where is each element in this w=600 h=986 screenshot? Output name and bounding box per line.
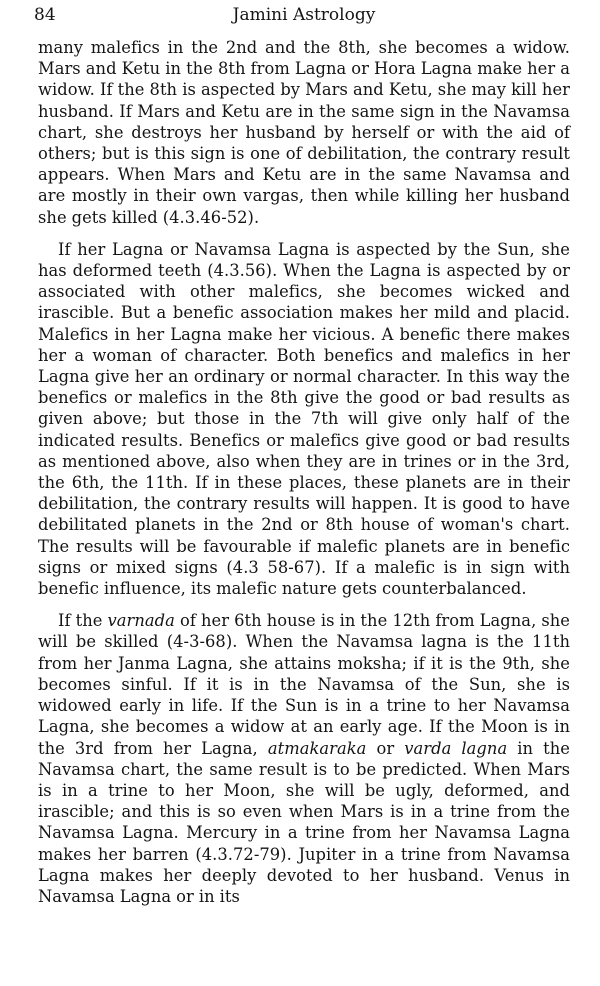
paragraph-2: If her Lagna or Navamsa Lagna is aspected by the Sun, she has deformed teeth (4.3.56). When the Lagna is aspected by or associated with other malefics, she becomes wicked and irascible. But a benefic association makes her mild and placid. Malefics in her Lagna make her vicious. A benefic there makes her a woman of character. Both benefics and malefics in her Lagna give her an ordinary or normal character. In this way the benefics or malefics in the 8th give the good or bad results as given above; but those in the 7th will give only half of the indicated results. Benefics or malefics give good or bad results as mentioned above, also when they are in trines or in the 3rd, the 6th, the 11th. If in these places, these planets are in their debilitation, the contrary results will happen. It is good to have debilitated planets in the 2nd or 8th house of woman's chart. The results will be favourable if malefic planets are in benefic signs or mixed signs (4.3 58-67). If a malefic is in sign with benefic influence, its malefic nature gets counterbalanced. <box>38 239 570 599</box>
paragraph-3-segment: in the Navamsa chart, the same result is to be predicted. When Mars is in a trine to her Moon, she will be ugly, deformed, and irascible; and this is so even when Mars is in a trine from the Navamsa Lagna. Mercury in a trine from her Navamsa Lagna makes her barren (4.3.72-79). Jupiter in a trine from Navamsa Lagna makes her deeply devoted to her husband. Venus in Navamsa Lagna or in its <box>38 738 570 906</box>
paragraph-1: many malefics in the 2nd and the 8th, she becomes a widow. Mars and Ketu in the 8th from Lagna or Hora Lagna make her a widow. If the 8th is aspected by Mars and Ketu, she may kill her husband. If Mars and Ketu are in the same sign in the Navamsa chart, she destroys her husband by herself or with the aid of others; but is this sign is one of debilitation, the contrary result appears. When Mars and Ketu are in the same Navamsa and are mostly in their own vargas, then while killing her husband she gets killed (4.3.46-52). <box>38 38 570 227</box>
paragraph-3-segment: If the <box>58 611 108 631</box>
running-head <box>34 0 570 30</box>
paragraph-3-italic-term: atmakaraka <box>267 738 367 758</box>
paragraph-3-italic-term: varda lagna <box>404 738 508 758</box>
running-title: Jamini Astrology <box>232 5 376 25</box>
page-number: 84 <box>34 5 56 25</box>
paragraph-3-segment: of her 6th house is in the 12th from Lagna, she will be skilled (4-3-68). When the Navamsa lagna is the 11th from her Janma Lagna, she attains moksha; if it is the 9th, she becomes sinful. If it is in the Navamsa of the Sun, she is widowed early in life. If the Sun is in a trine to her Navamsa Lagna, she becomes a widow at an early age. If the Moon is in the 3rd from her Lagna, <box>38 611 570 758</box>
paragraph-3-segment: or <box>366 738 405 758</box>
paragraph-3-italic-term: varnada <box>107 611 175 631</box>
book-page <box>34 0 570 907</box>
paragraph-3 <box>38 610 570 907</box>
